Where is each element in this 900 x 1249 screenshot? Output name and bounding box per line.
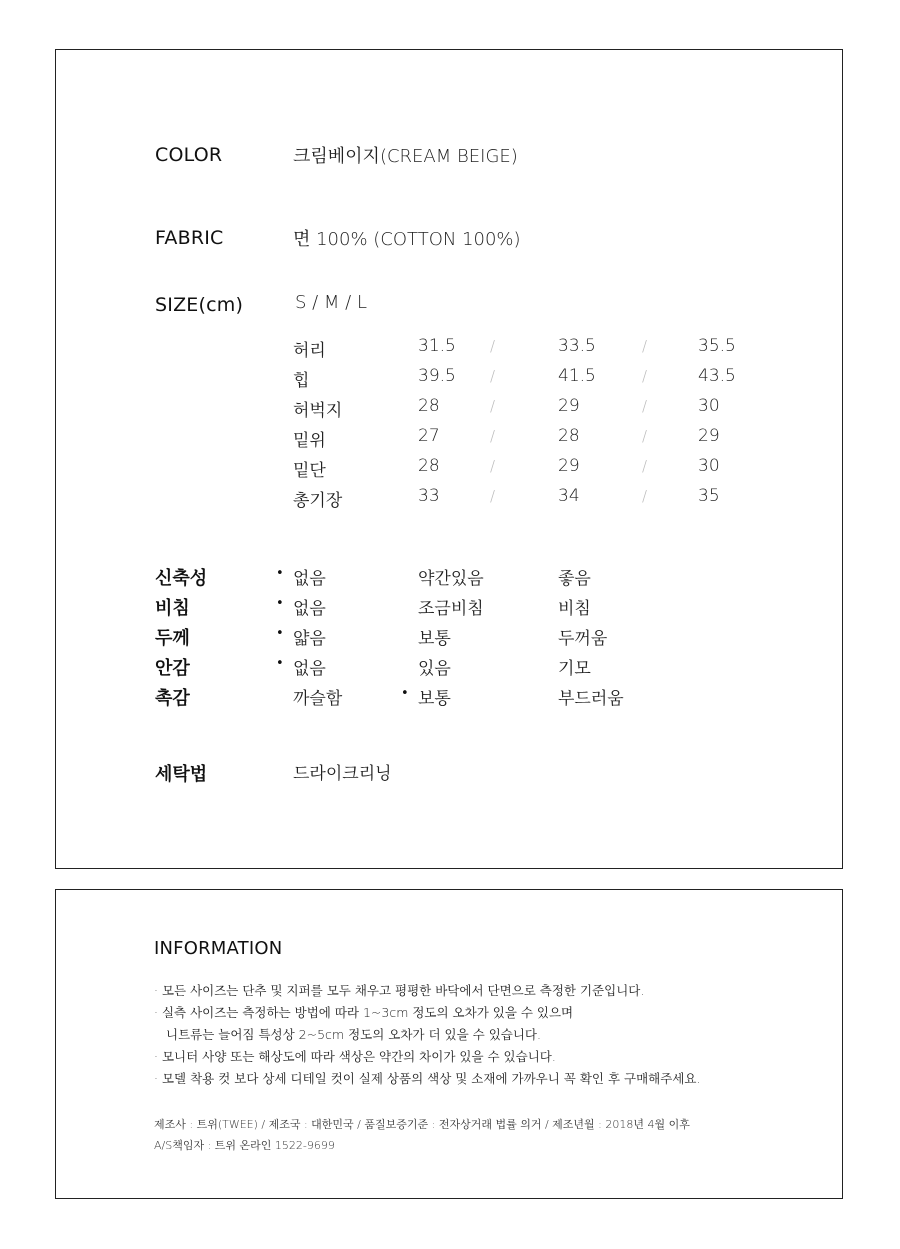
size-s-value: 27 bbox=[418, 426, 440, 446]
size-separator: / bbox=[642, 397, 648, 415]
size-m-value: 41.5 bbox=[558, 366, 596, 386]
info-note: · 모델 착용 컷 보다 상세 디테일 컷이 실제 상품의 색상 및 소재에 가까우니 꼭 확인 후 구매해주세요. bbox=[154, 1071, 701, 1086]
size-separator: / bbox=[490, 427, 496, 445]
property-option: 기모 bbox=[558, 659, 591, 679]
size-options: S / M / L bbox=[295, 292, 367, 313]
size-l-value: 35.5 bbox=[698, 336, 736, 356]
property-label: 안감 bbox=[155, 658, 190, 679]
size-row-label: 허리 bbox=[293, 341, 326, 361]
size-m-value: 33.5 bbox=[558, 336, 596, 356]
size-l-value: 29 bbox=[698, 426, 720, 446]
size-m-value: 29 bbox=[558, 456, 580, 476]
size-m-value: 28 bbox=[558, 426, 580, 446]
info-note: 니트류는 늘어짐 특성상 2~5cm 정도의 오차가 더 있을 수 있습니다. bbox=[166, 1027, 541, 1042]
size-m-value: 34 bbox=[558, 486, 580, 506]
property-option: 비침 bbox=[558, 599, 591, 619]
selected-bullet-icon: • bbox=[276, 596, 284, 611]
size-row-label: 밑단 bbox=[293, 461, 326, 481]
size-separator: / bbox=[490, 487, 496, 505]
information-panel bbox=[55, 889, 843, 1199]
size-l-value: 30 bbox=[698, 396, 720, 416]
info-note: · 모든 사이즈는 단추 및 지퍼를 모두 채우고 평평한 바닥에서 단면으로 측정한 기준입니다. bbox=[154, 983, 645, 998]
size-row-label: 허벅지 bbox=[293, 401, 343, 421]
selected-bullet-icon: • bbox=[401, 686, 409, 701]
as-contact-info: A/S책임자 : 트위 온라인 1522-9699 bbox=[154, 1139, 335, 1152]
info-note: · 실측 사이즈는 측정하는 방법에 따라 1~3cm 정도의 오차가 있을 수 있으며 bbox=[154, 1005, 574, 1020]
size-s-value: 39.5 bbox=[418, 366, 456, 386]
property-option: 부드러움 bbox=[558, 689, 624, 709]
size-separator: / bbox=[490, 397, 496, 415]
color-value: 크림베이지(CREAM BEIGE) bbox=[293, 146, 518, 167]
size-separator: / bbox=[642, 367, 648, 385]
size-row-label: 밑위 bbox=[293, 431, 326, 451]
selected-bullet-icon: • bbox=[276, 566, 284, 581]
property-label: 두께 bbox=[155, 628, 190, 649]
property-option: 두꺼움 bbox=[558, 629, 608, 649]
product-spec-panel bbox=[55, 49, 843, 869]
size-s-value: 31.5 bbox=[418, 336, 456, 356]
size-m-value: 29 bbox=[558, 396, 580, 416]
info-note: · 모니터 사양 또는 해상도에 따라 색상은 약간의 차이가 있을 수 있습니다. bbox=[154, 1049, 556, 1064]
property-option: 보통 bbox=[418, 689, 451, 709]
size-label: SIZE(cm) bbox=[155, 294, 244, 316]
wash-value: 드라이크리닝 bbox=[293, 764, 392, 784]
property-option: 없음 bbox=[293, 569, 326, 589]
size-row-label: 총기장 bbox=[293, 491, 343, 511]
wash-label: 세탁법 bbox=[155, 764, 208, 785]
property-option: 있음 bbox=[418, 659, 451, 679]
fabric-label: FABRIC bbox=[155, 227, 224, 249]
size-separator: / bbox=[490, 457, 496, 475]
color-label: COLOR bbox=[155, 144, 223, 166]
selected-bullet-icon: • bbox=[276, 626, 284, 641]
property-option: 없음 bbox=[293, 599, 326, 619]
size-row-label: 힙 bbox=[293, 371, 310, 391]
property-option: 조금비침 bbox=[418, 599, 484, 619]
size-separator: / bbox=[642, 427, 648, 445]
property-option: 없음 bbox=[293, 659, 326, 679]
size-separator: / bbox=[490, 367, 496, 385]
property-option: 까슬함 bbox=[293, 689, 343, 709]
size-separator: / bbox=[642, 337, 648, 355]
property-label: 신축성 bbox=[155, 568, 208, 589]
size-separator: / bbox=[642, 457, 648, 475]
fabric-value: 면 100% (COTTON 100%) bbox=[293, 229, 521, 250]
size-separator: / bbox=[490, 337, 496, 355]
property-option: 약간있음 bbox=[418, 569, 484, 589]
property-option: 얇음 bbox=[293, 629, 326, 649]
size-s-value: 33 bbox=[418, 486, 440, 506]
size-s-value: 28 bbox=[418, 456, 440, 476]
size-l-value: 43.5 bbox=[698, 366, 736, 386]
size-s-value: 28 bbox=[418, 396, 440, 416]
property-label: 촉감 bbox=[155, 688, 190, 709]
information-title: INFORMATION bbox=[154, 938, 283, 959]
size-l-value: 30 bbox=[698, 456, 720, 476]
property-label: 비침 bbox=[155, 598, 190, 619]
size-l-value: 35 bbox=[698, 486, 720, 506]
size-separator: / bbox=[642, 487, 648, 505]
selected-bullet-icon: • bbox=[276, 656, 284, 671]
property-option: 보통 bbox=[418, 629, 451, 649]
manufacturer-info: 제조사 : 트위(TWEE) / 제조국 : 대한민국 / 품질보증기준 : 전자상거래 법률 의거 / 제조년월 : 2018년 4월 이후 bbox=[154, 1118, 690, 1131]
property-option: 좋음 bbox=[558, 569, 591, 589]
